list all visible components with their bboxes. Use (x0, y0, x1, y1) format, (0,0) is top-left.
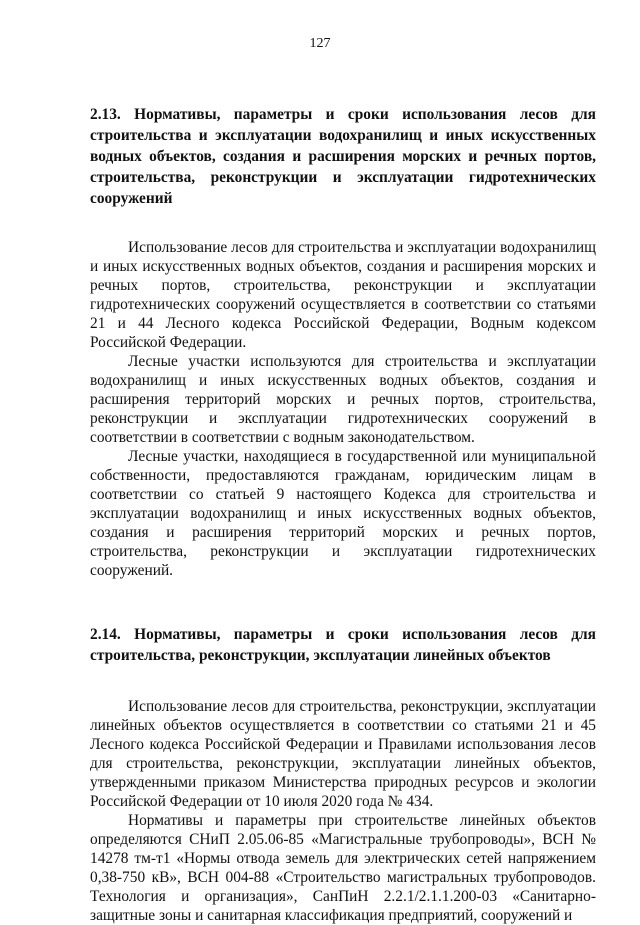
section-heading: 2.13. Нормативы, параметры и сроки использования лесов для строительства и эксплуатации водохранилищ и иных искусственных водных объектов, создания и расширения морских и речных портов, строительства, реконструкции и эксплуатации гидротехнических сооружений (90, 106, 596, 207)
page-number: 127 (309, 36, 331, 51)
section-2-14 (90, 624, 596, 925)
section-body (90, 697, 596, 925)
paragraph: Лесные участки, находящиеся в государственной или муниципальной собственности, предоставляются гражданам, юридическим лицам в соответствии со статьей 9 настоящего Кодекса для строительства и эксплуатации водохранилищ и иных искусственных водных объектов, создания и расширения территорий морских и речных портов, строительства, реконструкции и эксплуатации гидротехнических сооружений. (90, 448, 596, 579)
paragraph: Лесные участки используются для строительства и эксплуатации водохранилищ и иных искусственных водных объектов, создания и расширения территорий морских и речных портов, строительства, реконструкции и эксплуатации гидротехнических сооружений в соответствии в соответствии с водным законодательством. (90, 353, 596, 446)
paragraph: Использование лесов для строительства и эксплуатации водохранилищ и иных искусственных водных объектов, создания и расширения морских и речных портов, строительства, реконструкции и эксплуатации гидротехнических сооружений осуществляется в соответствии со статьями 21 и 44 Лесного кодекса Российской Федерации, Водным кодексом Российской Федерации. (90, 239, 596, 351)
section-heading: 2.14. Нормативы, параметры и сроки использования лесов для строительства, реконструкции, эксплуатации линейных объектов (90, 626, 596, 664)
section-2-13 (90, 104, 596, 580)
section-body (90, 238, 596, 580)
document-body (90, 104, 596, 925)
paragraph: Нормативы и параметры при строительстве линейных объектов определяются СНиП 2.05.06-85 «Магистральные трубопроводы», ВСН № 14278 тм-т1 «Нормы отвода земель для электрических сетей напряжением 0,38-750 кВ», ВСН 004-88 «Строительство магистральных трубопроводов. Технология и организация», СанПиН 2.2.1/2.1.1.200-03 «Санитарно-защитные зоны и санитарная классификация предприятий, сооружений и (90, 812, 596, 924)
paragraph: Использование лесов для строительства, реконструкции, эксплуатации линейных объектов осуществляется в соответствии со статьями 21 и 45 Лесного кодекса Российской Федерации и Правилами использования лесов для строительства, реконструкции, эксплуатации линейных объектов, утвержденными приказом Министерства природных ресурсов и экологии Российской Федерации от 10 июля 2020 года № 434. (90, 698, 596, 810)
